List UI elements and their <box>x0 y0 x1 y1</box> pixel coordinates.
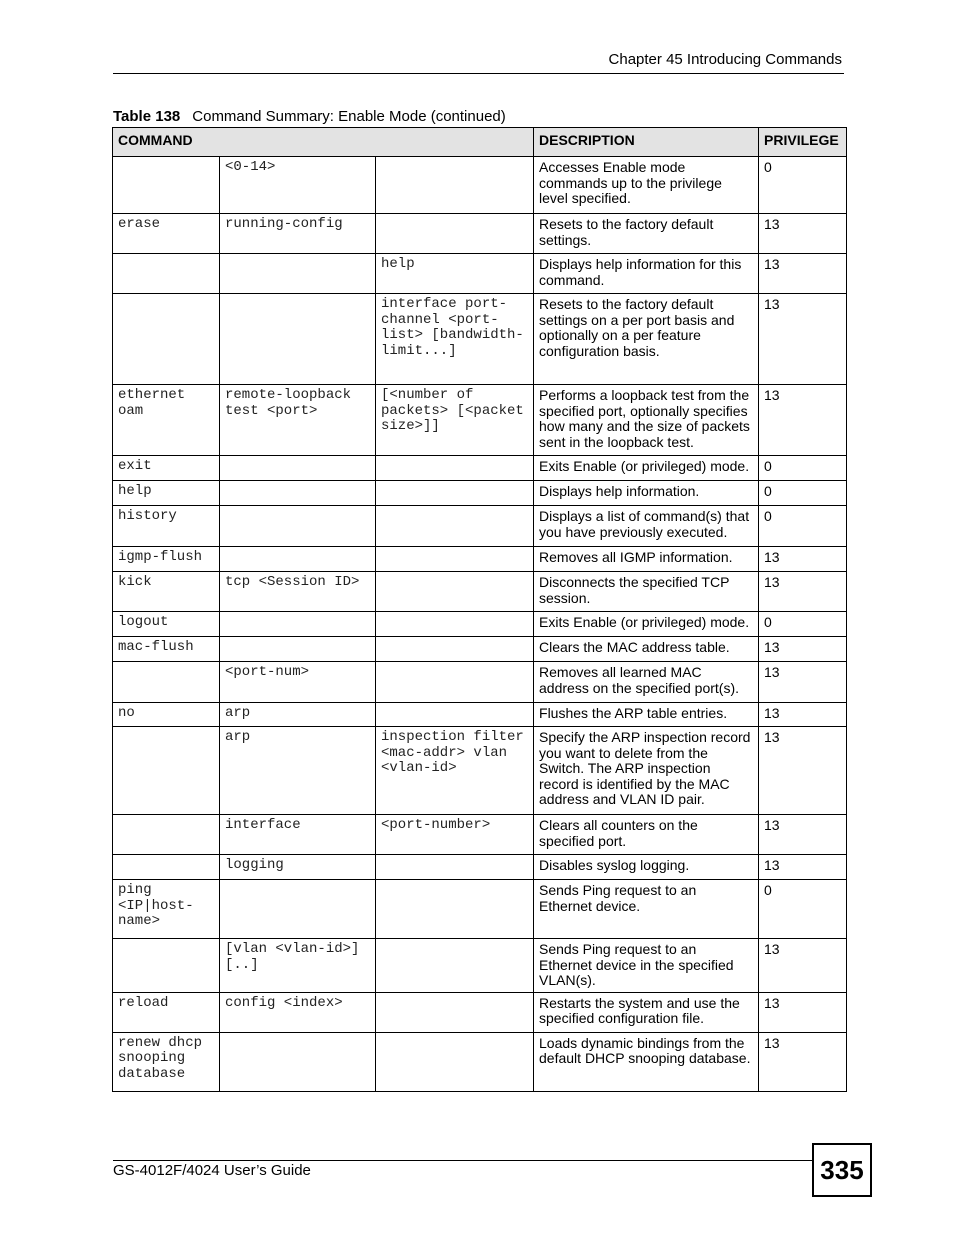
cell-description: Removes all learned MAC address on the specified port(s). <box>534 662 759 703</box>
cell-description: Performs a loopback test from the specified port, optionally specifies how many and the size of packets sent in the loopback test. <box>534 385 759 456</box>
table-row <box>113 456 847 481</box>
cell-command <box>113 662 220 703</box>
cell-description: Specify the ARP inspection record you want to delete from the Switch. The ARP inspection record is identified by the MAC address and VLAN ID pair. <box>534 727 759 815</box>
header-privilege: PRIVILEGE <box>759 128 847 157</box>
cell-privilege: 0 <box>759 157 847 214</box>
table-row <box>113 157 847 214</box>
cell-command <box>113 294 220 385</box>
cell-command: erase <box>113 214 220 254</box>
cell-subcommand: config <index> <box>220 992 376 1032</box>
guide-title: GS-4012F/4024 User’s Guide <box>113 1162 311 1179</box>
chapter-title: Chapter 45 Introducing Commands <box>608 51 842 68</box>
cell-subcommand: remote-loopback test <port> <box>220 385 376 456</box>
cell-privilege: 13 <box>759 254 847 294</box>
cell-arguments <box>376 456 534 481</box>
cell-subcommand: <port-num> <box>220 662 376 703</box>
cell-arguments <box>376 703 534 727</box>
cell-arguments <box>376 506 534 547</box>
table-row <box>113 214 847 254</box>
cell-command: no <box>113 703 220 727</box>
cell-description: Restarts the system and use the specified configuration file. <box>534 992 759 1032</box>
table-row <box>113 637 847 662</box>
cell-description: Flushes the ARP table entries. <box>534 703 759 727</box>
cell-privilege: 0 <box>759 456 847 481</box>
cell-command: ping <IP|host-name> <box>113 880 220 939</box>
cell-arguments <box>376 855 534 880</box>
cell-description: Disables syslog logging. <box>534 855 759 880</box>
cell-arguments <box>376 214 534 254</box>
cell-privilege: 0 <box>759 880 847 939</box>
table-row <box>113 939 847 993</box>
header-divider <box>113 73 844 74</box>
header-description: DESCRIPTION <box>534 128 759 157</box>
cell-privilege: 13 <box>759 703 847 727</box>
cell-subcommand: logging <box>220 855 376 880</box>
cell-privilege: 13 <box>759 214 847 254</box>
cell-command <box>113 855 220 880</box>
cell-description: Removes all IGMP information. <box>534 547 759 572</box>
cell-subcommand <box>220 612 376 637</box>
table-row <box>113 727 847 815</box>
cell-subcommand <box>220 481 376 506</box>
cell-description: Accesses Enable mode commands up to the privilege level specified. <box>534 157 759 214</box>
cell-command <box>113 815 220 855</box>
cell-description: Sends Ping request to an Ethernet device. <box>534 880 759 939</box>
table-row <box>113 880 847 939</box>
cell-command <box>113 157 220 214</box>
cell-subcommand <box>220 1032 376 1091</box>
cell-subcommand: arp <box>220 727 376 815</box>
cell-command: exit <box>113 456 220 481</box>
cell-description: Resets to the factory default settings on a per port basis and optionally on a per feature configuration basis. <box>534 294 759 385</box>
footer-divider <box>113 1160 813 1161</box>
cell-subcommand: arp <box>220 703 376 727</box>
table-row <box>113 662 847 703</box>
cell-privilege: 13 <box>759 662 847 703</box>
cell-arguments <box>376 157 534 214</box>
cell-arguments: <port-number> <box>376 815 534 855</box>
cell-subcommand <box>220 637 376 662</box>
cell-description: Displays a list of command(s) that you have previously executed. <box>534 506 759 547</box>
cell-privilege: 13 <box>759 572 847 612</box>
cell-arguments: [<number of packets> [<packet size>]] <box>376 385 534 456</box>
header-command: COMMAND <box>113 128 534 157</box>
cell-privilege: 13 <box>759 637 847 662</box>
cell-description: Clears all counters on the specified port. <box>534 815 759 855</box>
cell-subcommand: tcp <Session ID> <box>220 572 376 612</box>
table-row <box>113 254 847 294</box>
cell-privilege: 0 <box>759 612 847 637</box>
cell-subcommand <box>220 254 376 294</box>
cell-privilege: 13 <box>759 727 847 815</box>
cell-description: Disconnects the specified TCP session. <box>534 572 759 612</box>
cell-command: renew dhcp snooping database <box>113 1032 220 1091</box>
table-row <box>113 481 847 506</box>
table-header-row <box>113 128 847 157</box>
table-row <box>113 506 847 547</box>
cell-description: Resets to the factory default settings. <box>534 214 759 254</box>
table-body <box>113 157 847 1092</box>
cell-privilege: 13 <box>759 294 847 385</box>
cell-description: Loads dynamic bindings from the default DHCP snooping database. <box>534 1032 759 1091</box>
cell-arguments <box>376 612 534 637</box>
cell-arguments <box>376 1032 534 1091</box>
table-row <box>113 855 847 880</box>
cell-privilege: 0 <box>759 506 847 547</box>
cell-arguments <box>376 880 534 939</box>
cell-command: history <box>113 506 220 547</box>
cell-subcommand <box>220 456 376 481</box>
table-caption-title: Command Summary: Enable Mode (continued) <box>192 108 506 125</box>
cell-privilege: 13 <box>759 1032 847 1091</box>
page-number: 335 <box>812 1143 872 1197</box>
cell-arguments <box>376 481 534 506</box>
cell-description: Sends Ping request to an Ethernet device in the specified VLAN(s). <box>534 939 759 993</box>
cell-arguments: inspection filter <mac-addr> vlan <vlan-id> <box>376 727 534 815</box>
table-row <box>113 992 847 1032</box>
cell-description: Clears the MAC address table. <box>534 637 759 662</box>
cell-arguments <box>376 992 534 1032</box>
cell-privilege: 0 <box>759 481 847 506</box>
cell-arguments <box>376 939 534 993</box>
cell-subcommand <box>220 294 376 385</box>
cell-command: reload <box>113 992 220 1032</box>
table-row <box>113 547 847 572</box>
table-row <box>113 612 847 637</box>
cell-privilege: 13 <box>759 939 847 993</box>
cell-arguments <box>376 572 534 612</box>
cell-command <box>113 939 220 993</box>
cell-command: mac-flush <box>113 637 220 662</box>
cell-subcommand <box>220 547 376 572</box>
cell-subcommand: [vlan <vlan-id>][..] <box>220 939 376 993</box>
cell-description: Displays help information. <box>534 481 759 506</box>
cell-subcommand: <0-14> <box>220 157 376 214</box>
cell-privilege: 13 <box>759 385 847 456</box>
cell-privilege: 13 <box>759 855 847 880</box>
cell-subcommand <box>220 880 376 939</box>
cell-subcommand: running-config <box>220 214 376 254</box>
table-caption-label: Table 138 <box>113 108 181 125</box>
cell-command <box>113 254 220 294</box>
cell-description: Displays help information for this command. <box>534 254 759 294</box>
command-summary-table <box>112 127 847 1092</box>
table-row <box>113 815 847 855</box>
cell-arguments: interface port-channel <port-list> [bandwidth-limit...] <box>376 294 534 385</box>
cell-privilege: 13 <box>759 547 847 572</box>
cell-arguments <box>376 662 534 703</box>
table-row <box>113 385 847 456</box>
cell-privilege: 13 <box>759 815 847 855</box>
cell-command: help <box>113 481 220 506</box>
table-caption <box>113 108 506 125</box>
cell-command: igmp-flush <box>113 547 220 572</box>
cell-command <box>113 727 220 815</box>
table-row <box>113 572 847 612</box>
cell-description: Exits Enable (or privileged) mode. <box>534 456 759 481</box>
cell-command: ethernet oam <box>113 385 220 456</box>
cell-command: kick <box>113 572 220 612</box>
table-row <box>113 1032 847 1091</box>
cell-privilege: 13 <box>759 992 847 1032</box>
cell-subcommand: interface <box>220 815 376 855</box>
table-row <box>113 703 847 727</box>
cell-arguments <box>376 637 534 662</box>
cell-command: logout <box>113 612 220 637</box>
cell-description: Exits Enable (or privileged) mode. <box>534 612 759 637</box>
cell-arguments <box>376 547 534 572</box>
table-row <box>113 294 847 385</box>
cell-arguments: help <box>376 254 534 294</box>
cell-subcommand <box>220 506 376 547</box>
